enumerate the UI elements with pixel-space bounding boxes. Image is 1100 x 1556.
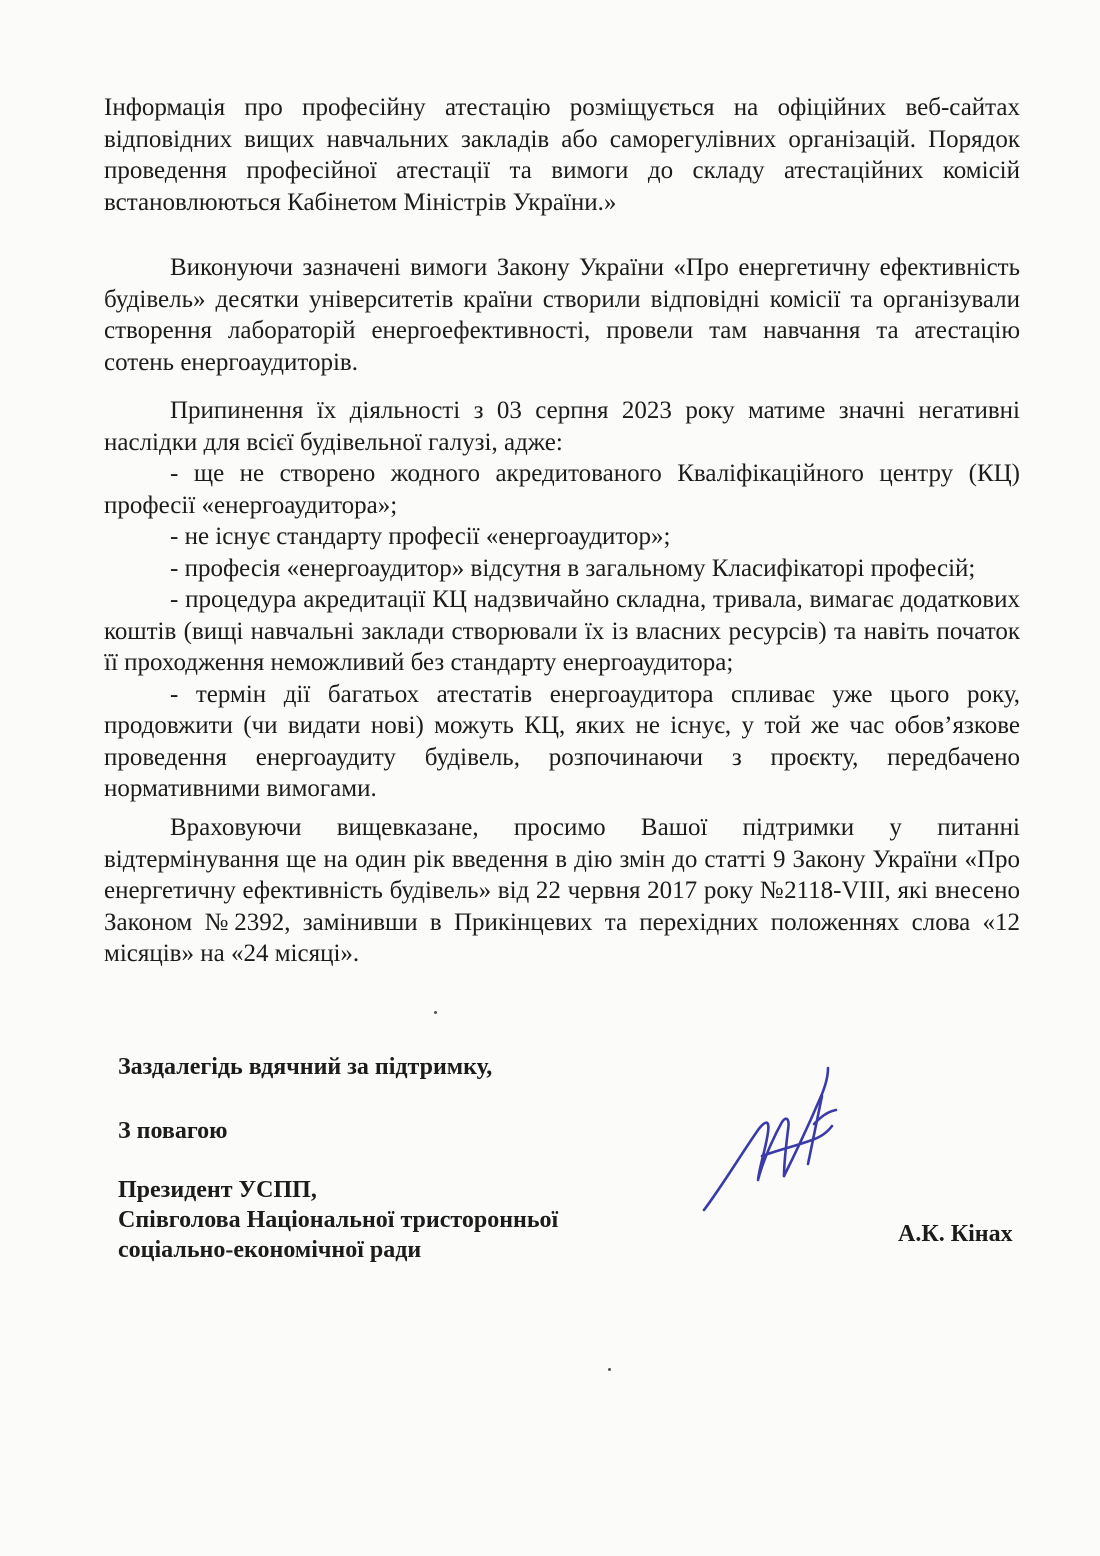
paragraph-negative-consequences: Припинення їх діяльності з 03 серпня 2023 року матиме значні негативні наслідки для всієї будівельної галузі, адже: — [104, 397, 1020, 456]
list-item: - ще не створено жодного акредитованого Кваліфікаційного центру (КЦ) професії «енергоаудитора»; — [104, 460, 1020, 519]
position-line: соціально-економічної ради — [118, 1237, 422, 1263]
handwritten-signature — [700, 1060, 870, 1220]
list-item: - термін дії багатьох атестатів енергоаудитора спливає уже цього року, продовжити (чи видати нові) можуть КЦ, яких не існує, у той же час обов’язкове проведення енергоаудиту будівель, розпочинаючи з проєкту, передбачено нормативними вимогами. — [104, 680, 1020, 802]
position-line: Співголова Національної тристоронньої — [118, 1207, 559, 1233]
signer-name: А.К. Кінах — [898, 1221, 1013, 1247]
paragraph-law-requirements: Виконуючи зазначені вимоги Закону України «Про енергетичну ефективність будівель» десятки університетів країни створили відповідні комісії та організували створення лабораторій енергоефективності, провели там навчання та атестацію сотень енергоаудиторів. — [104, 254, 1020, 376]
signer-position — [118, 1175, 558, 1265]
list-item: - процедура акредитації КЦ надзвичайно складна, тривала, вимагає додаткових коштів (вищі навчальні заклади створювали їх із власних ресурсів) та навіть початок її проходження неможливий без стандарту енергоаудитора; — [104, 586, 1020, 676]
paragraph-request: Враховуючи вищевказане, просимо Вашої підтримки у питанні відтермінування ще на один рік введення в дію змін до статті 9 Закону України «Про енергетичну ефективність будівель» від 22 червня 2017 року №2118-VIII, які внесено Законом №2392, замінивши в Прикінцевих та перехідних положеннях слова «12 місяців» на «24 місяці». — [104, 814, 1020, 967]
regards-line: З повагою — [118, 1118, 228, 1144]
consequences-list — [104, 458, 1020, 805]
scan-speck — [608, 1368, 611, 1371]
position-line: Президент УСПП, — [118, 1177, 317, 1203]
thanks-line: Заздалегідь вдячний за підтримку, — [118, 1054, 493, 1080]
list-item: - не існує стандарту професії «енергоаудитор»; — [170, 523, 671, 550]
scan-speck — [434, 1011, 437, 1014]
paragraph-certification-info: Інформація про професійну атестацію розміщується на офіційних веб-сайтах відповідних вищих навчальних закладів або саморегулівних організацій. Порядок проведення професійної атестації та вимоги до складу атестаційних комісій встановлюються Кабінетом Міністрів України.» — [104, 94, 1020, 216]
list-item: - професія «енергоаудитор» відсутня в загальному Класифікаторі професій; — [170, 554, 976, 582]
